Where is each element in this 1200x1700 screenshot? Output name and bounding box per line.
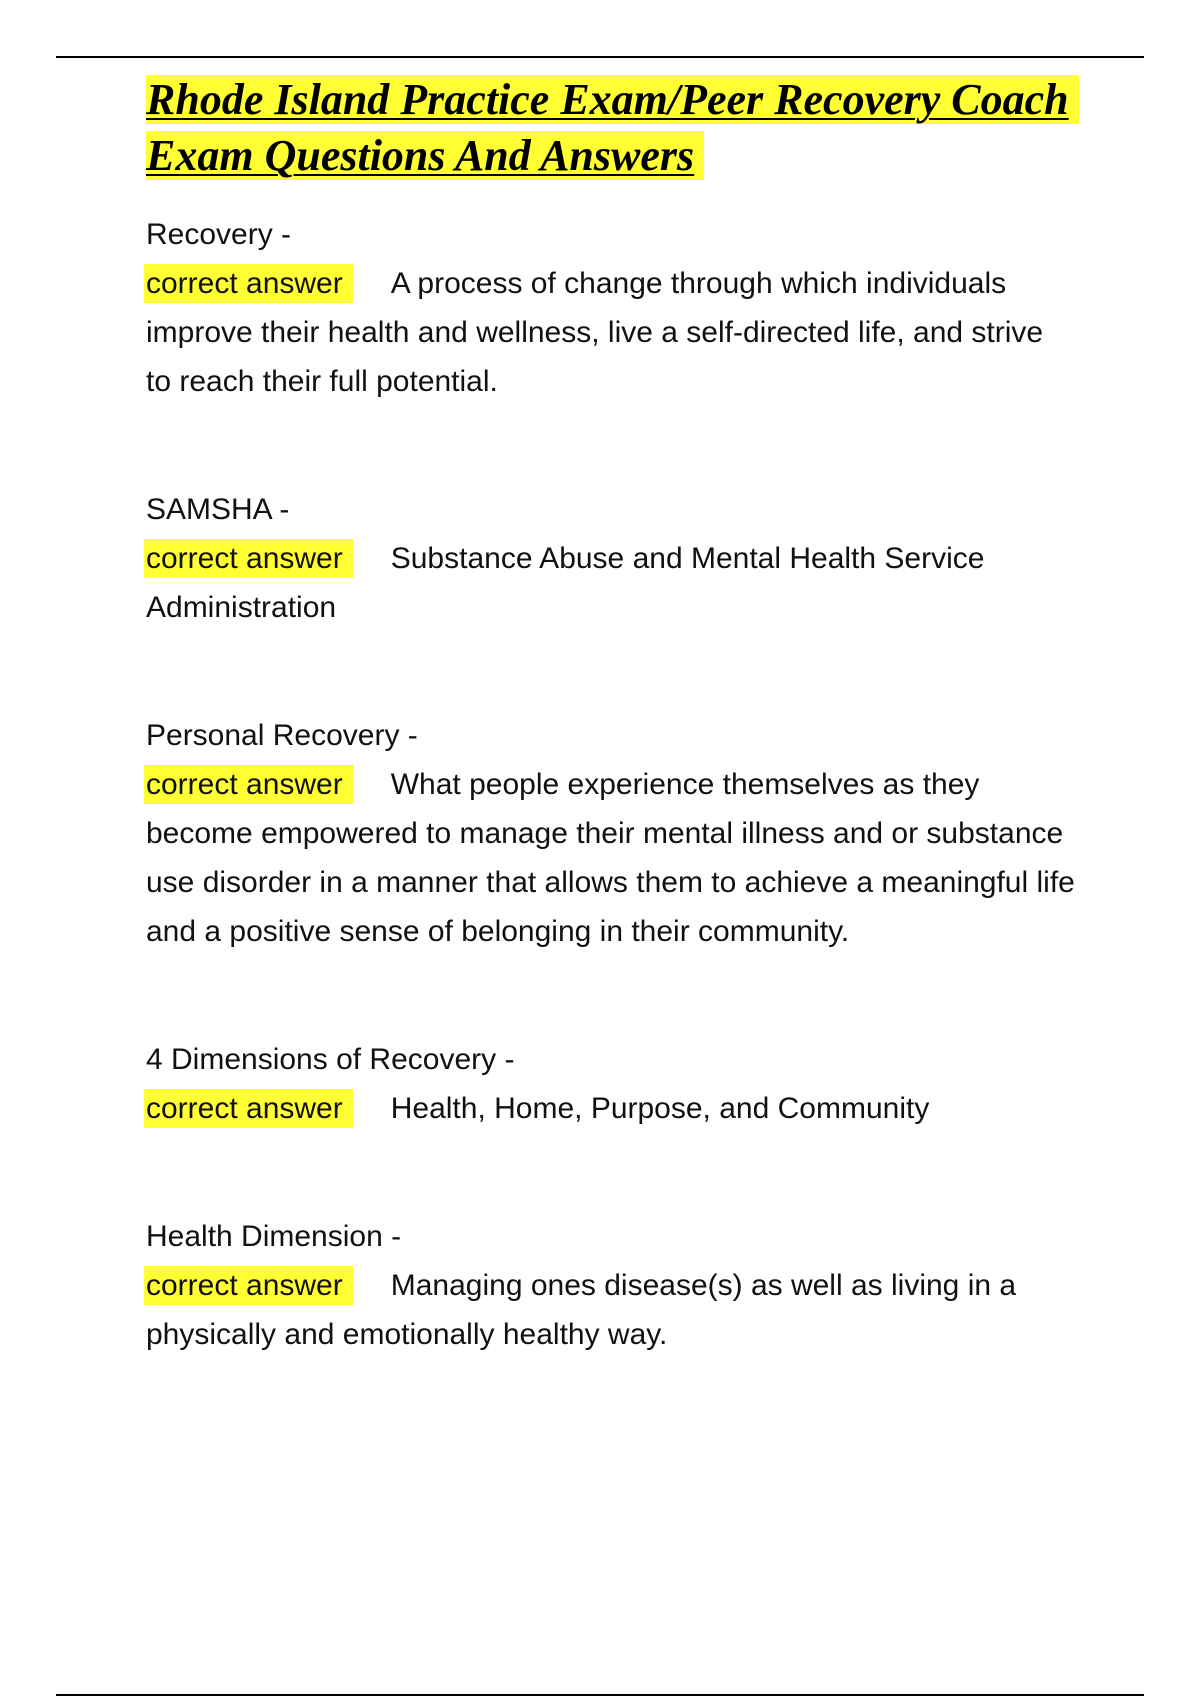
document-body <box>146 72 1076 1359</box>
answer-line <box>146 1261 1076 1359</box>
qa-item-samsha <box>146 485 1076 632</box>
correct-answer-badge: correct answer <box>144 264 353 303</box>
qa-item-4-dimensions <box>146 1035 1076 1133</box>
document-title <box>146 72 1076 184</box>
term: SAMSHA - <box>146 493 290 526</box>
qa-item-recovery <box>146 210 1076 406</box>
definition: A process of change through which individuals improve their health and wellness, live a self-directed life, and strive to reach their full potential. <box>146 267 1044 398</box>
correct-answer-badge: correct answer <box>144 1089 353 1128</box>
term: Recovery - <box>146 218 292 251</box>
definition: Health, Home, Purpose, and Community <box>390 1092 930 1125</box>
title-text: Rhode Island Practice Exam/Peer Recovery Coach Exam Questions And Answers <box>146 75 1079 180</box>
bottom-rule <box>56 1694 1144 1696</box>
term: 4 Dimensions of Recovery - <box>146 1043 515 1076</box>
answer-line <box>146 760 1076 956</box>
qa-item-health-dimension <box>146 1212 1076 1359</box>
qa-item-personal-recovery <box>146 711 1076 956</box>
definition: Managing ones disease(s) as well as living in a physically and emotionally healthy way. <box>146 1269 1017 1351</box>
correct-answer-badge: correct answer <box>144 1266 353 1305</box>
top-rule <box>56 56 1144 58</box>
correct-answer-badge: correct answer <box>144 539 353 578</box>
answer-line <box>146 1084 1076 1133</box>
correct-answer-badge: correct answer <box>144 765 353 804</box>
answer-line <box>146 259 1076 406</box>
term: Personal Recovery - <box>146 719 418 752</box>
term: Health Dimension - <box>146 1220 402 1253</box>
definition: What people experience themselves as they become empowered to manage their mental illness and or substance use disorder in a manner that allows them to achieve a meaningful life and a positive sense of belonging in their community. <box>146 768 1075 948</box>
answer-line <box>146 534 1076 632</box>
definition: Substance Abuse and Mental Health Service Administration <box>146 542 985 624</box>
